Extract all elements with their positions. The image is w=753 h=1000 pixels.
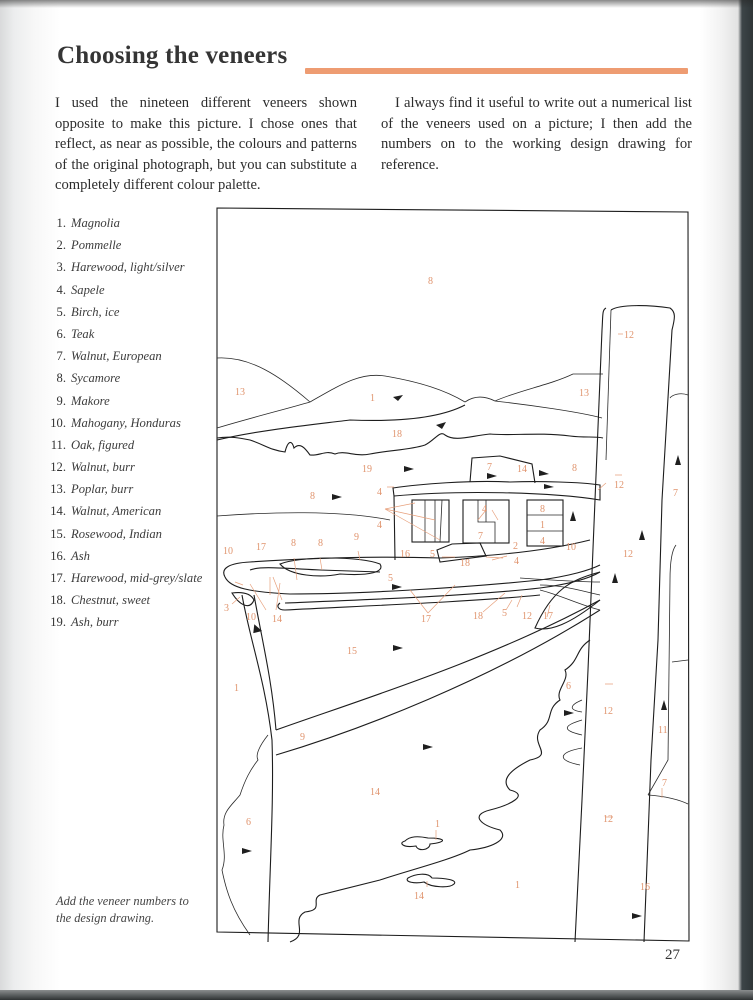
veneer-number: 4. <box>56 282 66 297</box>
label-water-14: 14 <box>370 787 380 798</box>
label-hull-15: 15 <box>347 646 357 657</box>
veneer-item <box>44 345 202 367</box>
design-drawing <box>210 200 691 943</box>
veneer-item <box>44 390 202 412</box>
veneer-number: 18. <box>50 593 66 608</box>
grain-arrow-icon <box>242 848 252 854</box>
veneer-number: 11. <box>50 437 66 452</box>
veneer-number: 5. <box>56 304 66 319</box>
cabin-wall-left <box>394 496 395 560</box>
veneer-list <box>44 212 202 634</box>
cabin-roof <box>393 481 600 500</box>
label-window-right-1: 1 <box>540 520 545 531</box>
label-cabin-trim-4: 4 <box>377 487 382 498</box>
title-accent-rule <box>305 68 688 74</box>
label-bow-10-top: 10 <box>223 546 233 557</box>
label-post-low: 12 <box>623 549 633 560</box>
label-hatch-2: 2 <box>513 541 518 552</box>
veneer-name: Poplar, burr <box>71 482 134 497</box>
scan-bottom-edge <box>0 990 753 1000</box>
grain-arrow-icon <box>423 744 433 750</box>
veneer-number: 9. <box>56 393 66 408</box>
label-stripe-9: 9 <box>300 732 305 743</box>
design-drawing-svg <box>210 200 691 943</box>
label-bow-17: 17 <box>256 542 266 553</box>
veneer-number: 10. <box>50 415 66 430</box>
grain-arrow-icon <box>332 494 342 500</box>
deck-rail <box>250 568 380 572</box>
label-hull-17: 17 <box>421 614 431 625</box>
veneer-number: 14. <box>50 504 66 519</box>
bow-stem-left <box>242 595 273 942</box>
window-right-bars <box>527 515 563 531</box>
post-right-panel <box>648 545 676 795</box>
intro-paragraph-right-text: I always find it useful to write out a numerical list of the veneers used on a picture; I then add the numbers on to the working design drawing for reference. <box>381 95 692 173</box>
veneer-item <box>44 279 202 301</box>
label-post-right-11: 11 <box>658 725 668 736</box>
label-hull-18: 18 <box>473 611 483 622</box>
label-sky: 8 <box>428 276 433 287</box>
veneer-name: Pommelle <box>71 238 122 253</box>
label-water-left-1: 1 <box>234 683 239 694</box>
grain-arrow-icon <box>564 710 574 716</box>
label-post-mid: 12 <box>614 480 624 491</box>
puddle-upper <box>402 837 443 850</box>
grain-arrow-icon <box>632 913 642 919</box>
post-right-bottom <box>648 795 688 804</box>
label-hull-17-right: 17 <box>543 611 553 622</box>
veneer-item <box>44 456 202 478</box>
veneer-name: Chestnut, sweet <box>71 593 151 608</box>
veneer-number: 17. <box>50 571 66 585</box>
grain-arrow-icon <box>436 422 446 429</box>
veneer-name: Magnolia <box>71 216 120 230</box>
hull-stripe-bottom <box>276 610 600 755</box>
veneer-name: Ash, burr <box>71 615 119 630</box>
grain-arrow-icon <box>393 645 403 651</box>
veneer-number: 12. <box>50 460 66 475</box>
grain-arrow-icon <box>487 473 497 479</box>
shoreline-trees <box>217 434 603 455</box>
label-water-right-1: 1 <box>515 880 520 891</box>
label-deck-16: 16 <box>400 549 410 560</box>
veneer-number: 8. <box>56 371 66 386</box>
veneer-number: 3. <box>56 260 66 275</box>
veneer-name: Birch, ice <box>71 304 120 319</box>
veneer-name: Mahogany, Honduras <box>71 415 181 430</box>
label-cabin-roof-7: 7 <box>487 462 492 473</box>
grain-arrow-icon <box>392 584 402 590</box>
veneer-name: Teak <box>71 326 95 341</box>
post-left-edge <box>575 308 606 942</box>
veneer-item <box>44 212 202 234</box>
veneer-item <box>44 234 202 256</box>
veneer-name: Walnut, burr <box>71 460 135 475</box>
puddle-lower <box>407 874 455 887</box>
veneer-item <box>44 323 202 345</box>
grain-arrow-icon <box>544 484 554 489</box>
veneer-item <box>44 367 202 389</box>
veneer-item <box>44 434 202 456</box>
veneer-name: Rosewood, Indian <box>71 526 162 541</box>
intro-paragraph-right <box>381 93 692 175</box>
veneer-number: 15. <box>50 526 66 541</box>
grain-arrow-icon <box>612 573 618 583</box>
grain-arrow-icon <box>639 530 645 540</box>
label-bow-8a: 8 <box>291 538 296 549</box>
veneer-name: Walnut, American <box>71 504 162 519</box>
veneer-item <box>44 567 202 589</box>
label-post-right-lower: 7 <box>662 778 667 789</box>
grain-arrow-icon <box>570 511 576 521</box>
label-hill-right: 13 <box>579 388 589 399</box>
veneer-number: 16. <box>50 548 66 563</box>
label-shore-6: 6 <box>246 817 251 828</box>
label-puddle-14: 14 <box>414 891 424 902</box>
veneer-item <box>44 545 202 567</box>
veneer-name: Walnut, European <box>71 349 162 364</box>
label-hull-12: 12 <box>522 611 532 622</box>
page-title: Choosing the veneers <box>57 42 288 69</box>
rope-lines <box>520 578 600 610</box>
window-left-bars <box>425 500 442 542</box>
veneer-name: Ash <box>71 548 90 563</box>
intro-paragraph-left: I used the nineteen different veneers shown opposite to make this picture. I chose ones that reflect, as near as possible, the colours and patterns of the original photograph, but you can substitute a completely different colour palette. <box>55 95 357 193</box>
label-window-mid-4: 4 <box>482 504 487 515</box>
veneer-name: Sapele <box>71 282 105 297</box>
grain-arrow-icon <box>393 395 403 401</box>
veneer-number: 13. <box>50 482 66 497</box>
veneer-number: 6. <box>56 326 66 341</box>
label-post-lower: 12 <box>603 706 613 717</box>
post-main-edge <box>611 306 674 942</box>
hill-left-outline <box>217 358 310 402</box>
label-cabin-side-10: 10 <box>566 542 576 553</box>
veneer-item <box>44 256 202 278</box>
veneer-name: Makore <box>71 393 110 408</box>
shore-wave-left <box>222 735 268 935</box>
label-window-right-8: 8 <box>540 504 545 515</box>
veneer-name: Harewood, mid-grey/slate <box>71 571 203 585</box>
label-bow-9: 9 <box>354 532 359 543</box>
label-window-mid-7: 7 <box>478 531 483 542</box>
label-post-right-16: 16 <box>640 882 650 893</box>
label-far-shore: 18 <box>392 429 402 440</box>
grain-arrow-icon <box>661 700 667 710</box>
label-reflection-6: 6 <box>566 681 571 692</box>
veneer-number: 2. <box>56 238 66 253</box>
label-bow-3: 3 <box>224 603 229 614</box>
page-edge-shadow <box>0 0 753 8</box>
reflection-inner-waves <box>563 700 582 765</box>
label-water-mid: 8 <box>310 491 315 502</box>
veneer-item <box>44 301 202 323</box>
label-cabin-roof-14: 14 <box>517 464 527 475</box>
veneer-item <box>44 478 202 500</box>
post-right-notch <box>672 660 688 662</box>
reflection-wave <box>290 640 590 942</box>
veneer-item <box>44 523 202 545</box>
label-hull-5: 5 <box>502 608 507 619</box>
veneer-name: Harewood, light/silver <box>71 260 185 275</box>
veneer-name: Oak, figured <box>71 437 135 452</box>
window-right <box>527 500 563 546</box>
hill-center-outline <box>217 375 465 428</box>
veneer-item <box>44 589 202 611</box>
label-bow-14: 14 <box>272 614 282 625</box>
label-water-back: 19 <box>362 464 372 475</box>
label-window-left-4: 4 <box>377 520 382 531</box>
grain-arrow-icon <box>404 466 414 472</box>
grain-arrow-icon <box>675 455 681 465</box>
label-deck-5: 5 <box>388 573 393 584</box>
veneer-number: 19. <box>50 615 66 630</box>
label-window-right-4: 4 <box>540 536 545 547</box>
veneer-item <box>44 412 202 434</box>
drawing-frame <box>217 208 689 941</box>
label-hatch-4: 4 <box>514 556 519 567</box>
drawing-caption: Add the veneer numbers to the design drawing. <box>56 894 189 925</box>
label-post-right-panel: 7 <box>673 488 678 499</box>
label-hill-center: 1 <box>370 393 375 404</box>
water-line <box>217 513 390 520</box>
label-hatch-18: 18 <box>460 558 470 569</box>
label-cabin-roof-8: 8 <box>572 463 577 474</box>
veneer-number: 7. <box>56 349 66 364</box>
label-hatch-5: 5 <box>430 549 435 560</box>
hill-right-base <box>495 401 602 418</box>
post-right-top <box>670 394 688 398</box>
grain-arrow-icon <box>539 470 549 476</box>
label-post-bottom: 12 <box>603 814 613 825</box>
far-shore-line <box>217 405 465 440</box>
veneer-item <box>44 611 202 633</box>
label-hill-left: 13 <box>235 387 245 398</box>
post-inner-line <box>606 310 611 460</box>
window-left <box>412 500 449 542</box>
veneer-name: Sycamore <box>71 371 121 386</box>
veneer-number: 1. <box>56 216 66 230</box>
label-bow-10-low: 10 <box>246 612 256 623</box>
label-post-top: 12 <box>624 330 634 341</box>
page-number: 27 <box>665 947 680 963</box>
label-bow-8b: 8 <box>318 538 323 549</box>
veneer-item <box>44 500 202 522</box>
label-puddle-1: 1 <box>435 819 440 830</box>
